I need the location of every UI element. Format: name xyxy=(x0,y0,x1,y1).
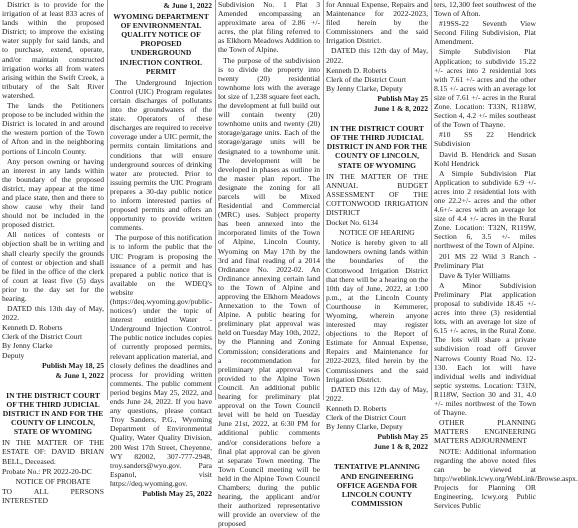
column-5 xyxy=(434,0,578,511)
column-2 xyxy=(110,0,213,498)
publish-dates: Publish May 25 xyxy=(377,432,428,442)
notice-heading: TENTATIVE PLANNING AND ENGINEERING OFFICE AGENDA FOR LINCOLN COUNTY COMMISSION xyxy=(333,462,420,508)
docket-number: Docket No. 6134 xyxy=(326,218,379,228)
column-3 xyxy=(218,0,320,528)
signature-role: Deputy xyxy=(2,350,25,360)
column-divider xyxy=(215,0,216,400)
signature-deputy: By Jenny Clarke, Deputy xyxy=(326,83,403,93)
file-item: 201 MS 22 Wild 3 Ranch - Preliminary Plat xyxy=(434,251,536,270)
publish-dates: Publish May 18, 25 xyxy=(41,360,104,370)
file-item: #19SS-22 Seventh View Second Filing Subdivision, Plat Amendment. xyxy=(434,19,536,47)
column-1 xyxy=(2,0,104,505)
applicant-line: Dave & Tyler Williams xyxy=(439,270,510,280)
notice-paragraph: A Simple Subdivision Plat Application to subdivide 6.9 +/- acres into 2 residential lots with one 22.2+/- acres and the other 4.6+/- acres with an average lot size of 4.4 +/- acres in the Rural Zone. Location: T32N, R119W, Section 6, 3.5 +/- miles northwest of the Town of Alpine. xyxy=(434,168,536,251)
column-divider xyxy=(431,0,432,400)
probate-number: Probate No.: PR 2022-20-DC xyxy=(2,466,92,476)
file-item: #10 SS 22 Hendrick Subdivision xyxy=(434,130,536,149)
matter-line: IN THE MATTER OF THE ESTATE OF: DAVID BRIAN BELL, Deceased. xyxy=(2,438,104,466)
notice-paragraph: Notice is hereby given to all landowners owning lands within the boundaries of the Cottonwood Irrigation District that there will be a hearing on the 10th day of June, 2022, at 1:00 p.m., at the Lincoln County Courthouse in Kemmerer, Wyoming, wherein anyone interested may register objections to the Report of Estimate for Annual Expense, Repairs and Maintenance for 2022-2023, filed herein by the Commissioners and the said Irrigation District. xyxy=(326,238,428,384)
notice-title: NOTICE OF HEARING xyxy=(339,228,415,238)
notice-paragraph: ters, 12,300 feet southwest of the Town of Afton. xyxy=(434,0,536,19)
publish-dates: & June 1, 2022 xyxy=(163,1,212,10)
dated-line: DATED this 13th day of May, 2022. xyxy=(2,304,104,323)
notice-paragraph: Any person owning or having an interest in any lands within the boundary of the proposed district, may appear at the time and place state, then and there to show cause why their land should not be included in the proposed district. xyxy=(2,156,104,230)
notice-heading: IN THE DISTRICT COURT OF THE THIRD JUDICIAL DISTRICT IN AND FOR THE COUNTY OF LINCOLN, STATE OF WYOMING xyxy=(2,390,104,437)
signature-title: Clerk of the District Court xyxy=(326,74,407,84)
applicant-line: David B. Hendrick and Susan Kohl Hendrick xyxy=(434,149,536,168)
publish-dates: & June 1, 2022 xyxy=(55,370,104,380)
agenda-heading: OTHER PLANNING MATTERS ENGINEERING MATTERS ADJOURNMENT xyxy=(434,418,536,446)
signature-name: Kenneth D. Roberts xyxy=(2,323,63,333)
signature-title: Clerk of the District Court xyxy=(326,413,407,423)
notice-paragraph: The lands the Petitioners propose to be included within the District is located in and around the western portion of the Town of Afton and in the neighboring portions of Lincoln County. xyxy=(2,101,104,156)
notice-heading: WYOMING DEPARTMENT OF ENVIRONMENTAL QUALITY NOTICE OF PROPOSED UNDERGROUND INJECTION CONTROL PERMIT xyxy=(113,12,209,76)
publish-dates: Publish May 25 xyxy=(377,93,428,103)
signature-deputy: By Jenny Clarke xyxy=(2,341,53,351)
column-4 xyxy=(326,0,428,508)
column-divider xyxy=(107,0,108,400)
signature-title: Clerk of the District Court xyxy=(2,332,83,342)
notice-heading: IN THE DISTRICT COURT OF THE THIRD JUDICIAL DISTRICT IN AND FOR THE COUNTY OF LINCOLN, STATE OF WYOMING xyxy=(326,124,428,170)
notice-addressee: TO ALL PERSONS INTERESTED xyxy=(2,486,104,505)
notice-paragraph: for Annual Expense, Repairs and Maintenance for 2022-2023, filed herein by the Commissioners and the said Irrigation District. xyxy=(326,0,428,46)
publish-dates: June 1 & 8, 2022 xyxy=(373,104,428,114)
publish-dates: Publish May 25, 2022 xyxy=(142,488,212,498)
dated-line: DATED this 12th day of May, 2022. xyxy=(326,384,428,403)
notice-paragraph: The Underground Injection Control (UIC) Program regulates certain discharges of pollutants into the groundwaters of the state. Operators of these discharges are required to receive coverage under a UIC permit, the permits contain limitations and conditions that will ensure underground sources of drinking water are protected. Prior to issuing permits the UIC Program prepares a 30-day public notice to inform interested parties of proposed permits and offers an opportunity to provide written comments. xyxy=(110,77,212,233)
column-divider xyxy=(323,0,324,400)
matter-line: IN THE MATTER OF THE ANNUAL BUDGET ASSESSMENT OF THE COTTONWOOD IRRIGATION DISTRICT xyxy=(326,171,428,217)
signature-name: Kenneth D. Roberts xyxy=(326,403,387,413)
notice-paragraph: The purpose of the subdivision is to divide the property into twenty (20) residential townhome lots with the average lot size of 1,238 square feet each, the development at full build out will contain twenty (20) townhome units and twenty (20) storage/garage units. Each of the storage/garage units will be designated to a townhome unit. The development will be developed in phases as outline in the master plan report. The designate the zoning for all parcels will be Mixed Residential and Commercial (MRC) uses. Subject property has been annexed into the incorporated limits of the Town of Alpine, Lincoln County, Wyoming on May 17th by the 3rd and final reading of a 2014 Ordinance No. 2022-02. An Ordinance annexing certain land to the Town of Alpine and approving the Elkhorn Meadows Annexation to the Town of Alpine. A public hearing for preliminary plat approval was held on Tuesday May 10th, 2022, by the Planning and Zoning Commission; considerations and a recommendation for preliminary plat approval was provided to the Alpine Town Council. An additional public hearing for preliminary plat approval on the Town Council level will be held on Tuesday June 21st, 2022, at 6:30 PM for additional public comments and/or considerations before a final plat approval can be given at separate Town meeting. The Town Council meeting will be held in the Alpine Town Council Chambers; during the public hearing, the applicant and/or their authorized representative will provide an overview of the proposed xyxy=(218,55,320,528)
notice-paragraph: A Minor Subdivision Preliminary Plat application proposal to subdivide 18.45 +/- acres into three (3) residential lots, with an average lot size of 6.15 +/- acres, in the Rural Zone. The lots will share a private subdivision road off Grover Narrows County Road No. 12-130. Each lot will have individual wells and individual septic systems. Location: T31N, R118W, Section 30 and 31, 4.0 +/- miles northwest of the Town of Thayne. xyxy=(434,280,536,418)
publish-dates: June 1 & 8, 2022 xyxy=(373,442,428,452)
notice-paragraph: District is to provide for the irrigation of at least 833 acres of lands within the proposed District; to improve the existing water supply for said lands, and to purchase, extend, operate, and/or maintain constructed irrigation works all from waters arising within the Swift Creek, a tributary of the Salt River watershed. xyxy=(2,0,104,100)
dated-line: DATED this 12th day of May, 2022. xyxy=(326,46,428,65)
notice-paragraph: The purpose of this notification is to inform the public that the UIC Program is proposing the issuance of a permit and has prepared a public notice that is available on the WDEQ's website (https://deq.wyoming.gov/public-notices/) under the topic of interest entitled Water - Underground Injection Control. The public notice includes copies of currently proposed permits, relevant application material, and closely defines the deadlines and process for providing written comments. The public comment period begins May 25, 2022, and ends June 24, 2022. If you have any questions, please contact Troy Sanders, P.G., Wyoming Department of Environmental Quality, Water Quality Division, 200 West 17th Street, Cheyenne, WY 82002, 307-777-2948, troy.sanders@wyo.gov. Para Espanol, visit https://deq.wyoming.gov. xyxy=(110,233,213,488)
signature-name: Kenneth D. Roberts xyxy=(326,65,387,75)
notice-paragraph: Simple Subdivision Plat Application; to subdivide 15.22 +/- acres into 2 residential lots with 7.61 +/- acres and the other 8.15 +/- acres with an average lot size of 7.61 +/- acres in the Rural Zone. Location: T33N, R118W, Section 4, 4.2 +/- miles southeast of the Town of Thayne. xyxy=(434,47,536,130)
signature-deputy: By Jenny Clarke, Deputy xyxy=(326,422,403,432)
notice-title: NOTICE OF PROBATE xyxy=(15,476,91,486)
notice-paragraph: Subdivision No. 1 Plat 3 Amended encompassing an approximate area of 2.86 +/- acres, the plat filing referred to as Elkhorn Meadows Addition to the Town of Alpine. xyxy=(218,0,320,55)
notice-paragraph: All notices of contests or objection shall be in writing and shall clearly specify the grounds of contest or objection and shall be filed in the office of the clerk of court at least five (5) days prior to the day set for the hearing. xyxy=(2,230,104,303)
notice-paragraph: NOTE: Additional information regarding the above noted files can be viewed at http://weblink.lcwy.org/WebLink/Browse.aspx. Projects for Planning OR Engineering, lcwy.org Public Services Public xyxy=(434,446,578,511)
